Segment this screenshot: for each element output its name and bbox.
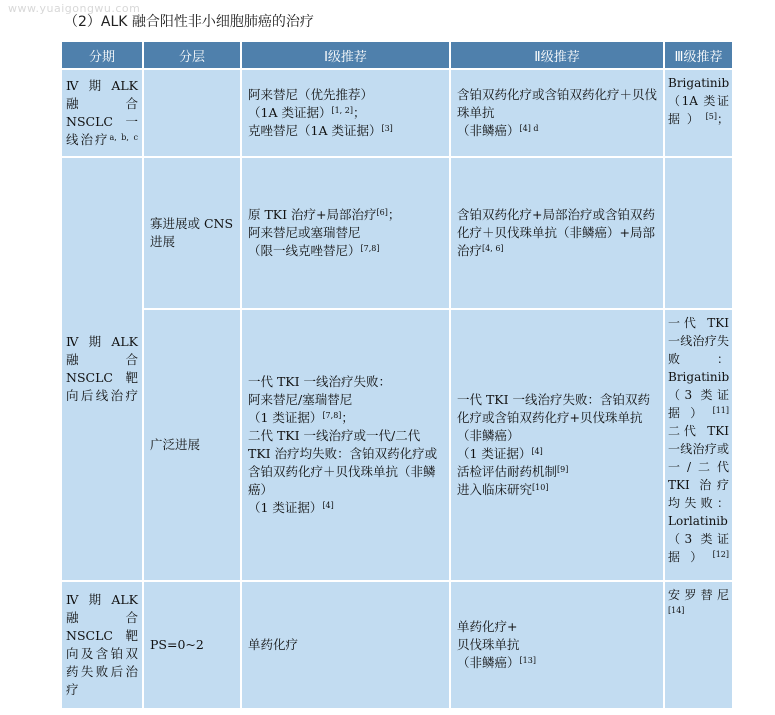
cell-line: （1 类证据）[4] <box>248 500 334 515</box>
citation: [10] <box>532 483 549 492</box>
citation: [7,8] <box>360 244 380 253</box>
layer-cell: PS=0~2 <box>143 581 241 709</box>
level2-cell <box>450 581 664 709</box>
cell-line: 克唑替尼（1A 类证据）[3] <box>248 123 393 138</box>
layer-cell <box>143 69 241 157</box>
citation: [1, 2] <box>331 106 353 115</box>
level1-cell <box>241 309 450 581</box>
cell-line: 阿来替尼/塞瑞替尼 <box>248 392 353 407</box>
citation: [7,8] <box>322 411 342 420</box>
cell-line: （非鳞癌）[13] <box>457 655 536 670</box>
cell-line: 原 TKI 治疗+局部治疗[6]； <box>248 207 401 222</box>
header-row <box>61 41 733 69</box>
stage-cell: Ⅳ 期 ALK 融 合 NSCLC 靶 向及含铂双药失败后治疗 <box>61 581 143 709</box>
level3-cell <box>664 157 733 309</box>
treatment-table <box>60 40 734 710</box>
stage-cell: Ⅳ 期 ALK 融 合 NSCLC 靶向后线治疗 <box>61 157 143 581</box>
level1-cell <box>241 581 450 709</box>
level3-cell: 一代 TKI 一线治疗失败：Brigatinib （3 类证据）[11] 二代 TKI 一线治疗或一/二代 TKI 治疗均失败：Lorlatinib （3 类证据）[12] <box>664 309 733 581</box>
cell-line: 活检评估耐药机制[9] <box>457 464 569 479</box>
table-row <box>61 309 733 581</box>
table-row <box>61 69 733 157</box>
citation: [3] <box>381 124 393 133</box>
table-row <box>61 157 733 309</box>
cell-line: （1 类证据）[7,8]； <box>248 410 354 425</box>
header-level3: Ⅲ级推荐 <box>664 41 733 69</box>
citation: [4] <box>322 501 334 510</box>
cell-line: 一代 TKI 一线治疗失败：含铂双药化疗或含铂双药化疗+贝伐珠单抗（非鳞癌） <box>457 392 651 443</box>
citation: [6] <box>376 208 388 217</box>
cell-line: （1A 类证据）[1, 2]； <box>248 105 366 120</box>
level2-cell <box>450 157 664 309</box>
header-level2: Ⅱ级推荐 <box>450 41 664 69</box>
cell-line: 含铂双药化疗或含铂双药化疗＋贝伐珠单抗 <box>457 87 658 120</box>
level3-cell: Brigatinib （1A 类证据）[5]； <box>664 69 733 157</box>
cell-line: （1 类证据）[4] <box>457 446 543 461</box>
cell-line: 二代 TKI 一线治疗或一代/二代 TKI 治疗均失败：含铂双药化疗或含铂双药化疗＋贝伐珠单抗（非鳞癌） <box>248 428 438 497</box>
cell-line: 单药化疗+ <box>457 619 518 634</box>
cell-line: （限一线克唑替尼）[7,8] <box>248 243 380 258</box>
header-level1: Ⅰ级推荐 <box>241 41 450 69</box>
cell-line: 一代 TKI 一线治疗失败： <box>248 374 392 389</box>
citation: [13] <box>519 656 536 665</box>
cell-line: （非鳞癌）$^{[4] d}$ <box>457 123 539 138</box>
cell-line: 阿来替尼（优先推荐） <box>248 87 374 102</box>
level1-cell <box>241 157 450 309</box>
layer-cell: 寡进展或 CNS 进展 <box>143 157 241 309</box>
section-title: （2）ALK 融合阳性非小细胞肺癌的治疗 <box>64 14 314 30</box>
cell-line: 阿来替尼或塞瑞替尼 <box>248 225 361 240</box>
level2-cell <box>450 69 664 157</box>
cell-line: 含铂双药化疗+局部治疗或含铂双药化疗＋贝伐珠单抗（非鳞癌）+局部治疗[4, 6] <box>457 207 655 258</box>
level2-cell <box>450 309 664 581</box>
citation: [4] d <box>519 124 539 133</box>
watermark: www.yuaigongwu.com <box>8 2 141 15</box>
layer-cell: 广泛进展 <box>143 309 241 581</box>
cell-line: 贝伐珠单抗 <box>457 637 520 652</box>
table-row <box>61 581 733 709</box>
level3-cell: 安罗替尼[14] <box>664 581 733 709</box>
cell-line: 单药化疗 <box>248 637 299 652</box>
stage-cell: Ⅳ 期 ALK 融 合 NSCLC 一 线治疗$^{a, b, c}$ <box>61 69 143 157</box>
level1-cell <box>241 69 450 157</box>
header-layer: 分层 <box>143 41 241 69</box>
citation: [4, 6] <box>482 244 504 253</box>
citation: [4] <box>531 447 543 456</box>
header-stage: 分期 <box>61 41 143 69</box>
citation: [9] <box>557 465 569 474</box>
cell-line: 进入临床研究[10] <box>457 482 549 497</box>
